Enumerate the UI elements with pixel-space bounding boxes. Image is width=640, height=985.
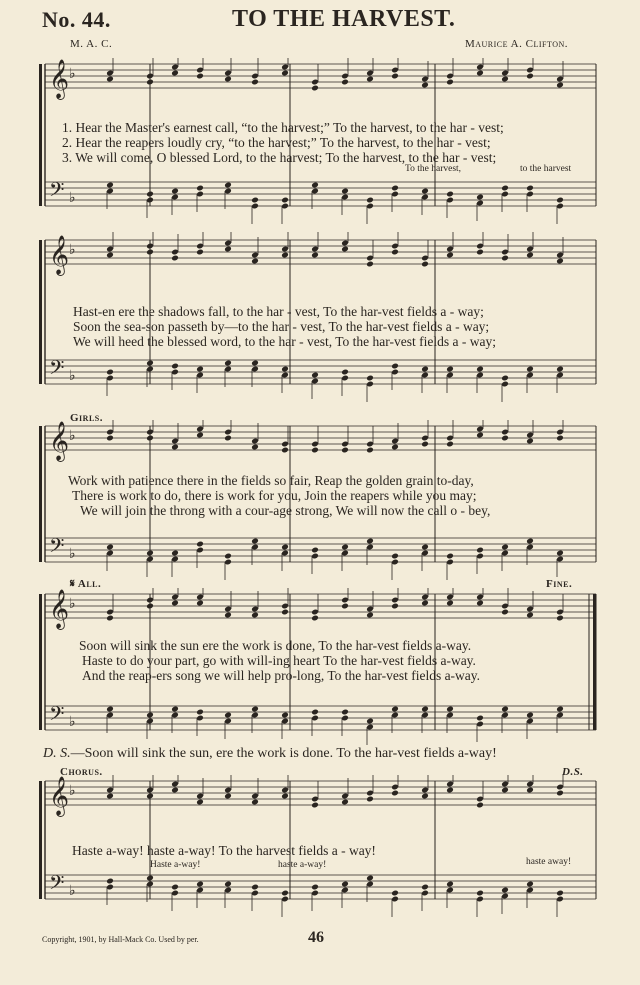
page-number: 46	[308, 929, 324, 946]
fine-marker: Fine.	[546, 578, 573, 590]
lyric-line: Work with patience there in the fields so fair, Reap the golden grain to-day,	[68, 473, 474, 488]
bass-cue: haste a-way!	[278, 860, 327, 870]
words-credit: M. A. C.	[70, 38, 113, 50]
ds-prefix: D. S.	[43, 746, 71, 761]
svg-text:𝄢: 𝄢	[49, 702, 65, 730]
music-credit: Maurice A. Clifton.	[464, 38, 568, 50]
lyric-line: Soon the sea-son passeth by—to the har - vest, To the har-vest fields a - way;	[73, 319, 490, 334]
bass-cue: To the harvest,	[405, 164, 462, 174]
svg-text:𝄢: 𝄢	[49, 534, 65, 562]
lyric-line: We will join the throng with a cour-age strong, We will now the call o - bey,	[80, 503, 491, 518]
svg-text:♭: ♭	[69, 428, 76, 444]
bass-cue: to the harvest	[520, 164, 572, 174]
svg-text:𝄞: 𝄞	[49, 589, 70, 629]
copyright-notice: Copyright, 1901, by Hall-Mack Co. Used by per.	[42, 935, 199, 944]
bass-cue: Haste a-way!	[150, 860, 201, 870]
lyric-line: 2. Hear the reapers loudly cry, “to the harvest;” To the harvest, to the har - vest;	[62, 135, 491, 150]
ds-instruction	[43, 746, 497, 762]
svg-text:♭: ♭	[69, 596, 76, 612]
ds-text: —Soon will sink the sun, ere the work is done. To the har-vest fields a-way!	[70, 746, 497, 761]
hymn-number: No. 44.	[42, 7, 111, 32]
ds-marker: D.S.	[562, 766, 584, 778]
svg-text:♭: ♭	[69, 546, 76, 562]
svg-text:𝄢: 𝄢	[49, 871, 65, 899]
svg-text:𝄢: 𝄢	[49, 178, 65, 206]
lyric-line: And the reap-ers song we will help pro-long, To the har-vest fields a-way.	[82, 668, 481, 683]
svg-text:𝄢: 𝄢	[49, 356, 65, 384]
svg-text:♭: ♭	[69, 783, 76, 799]
svg-text:♭: ♭	[69, 66, 76, 82]
bass-cue: haste away!	[526, 857, 572, 867]
section-label: Girls.	[70, 412, 103, 424]
hymn-title: TO THE HARVEST.	[232, 6, 456, 32]
svg-text:𝄞: 𝄞	[49, 776, 70, 816]
lyric-line: Haste to do your part, go with will-ing heart To the har-vest fields a-way.	[82, 653, 476, 668]
lyric-line: Haste a-way! haste a-way! To the harvest fields a - way!	[72, 843, 376, 858]
lyric-line: We will heed the blessed word, to the har - vest, To the har-vest fields a - way;	[73, 334, 496, 349]
svg-text:♭: ♭	[69, 714, 76, 730]
svg-text:♭: ♭	[69, 883, 76, 899]
lyric-line: There is work to do, there is work for you, Join the reapers while you may;	[72, 488, 477, 503]
svg-text:𝄞: 𝄞	[49, 59, 70, 99]
section-label: 𝄋 All.	[70, 578, 102, 590]
lyric-line: 3. We will come, O blessed Lord, to the harvest; To the harvest, to the har - vest;	[62, 150, 497, 165]
lyric-line: Soon will sink the sun ere the work is done, To the har-vest fields a-way.	[79, 638, 472, 653]
lyric-line: Hast-en ere the shadows fall, to the har - vest, To the har-vest fields a - way;	[73, 304, 484, 319]
svg-text:♭: ♭	[69, 368, 76, 384]
svg-text:𝄞: 𝄞	[49, 235, 70, 275]
svg-text:♭: ♭	[69, 190, 76, 206]
svg-text:♭: ♭	[69, 242, 76, 258]
lyric-line: 1. Hear the Master's earnest call, “to the harvest;” To the harvest, to the har - vest;	[62, 120, 504, 135]
svg-text:𝄞: 𝄞	[49, 421, 70, 461]
section-label: Chorus.	[60, 766, 103, 778]
